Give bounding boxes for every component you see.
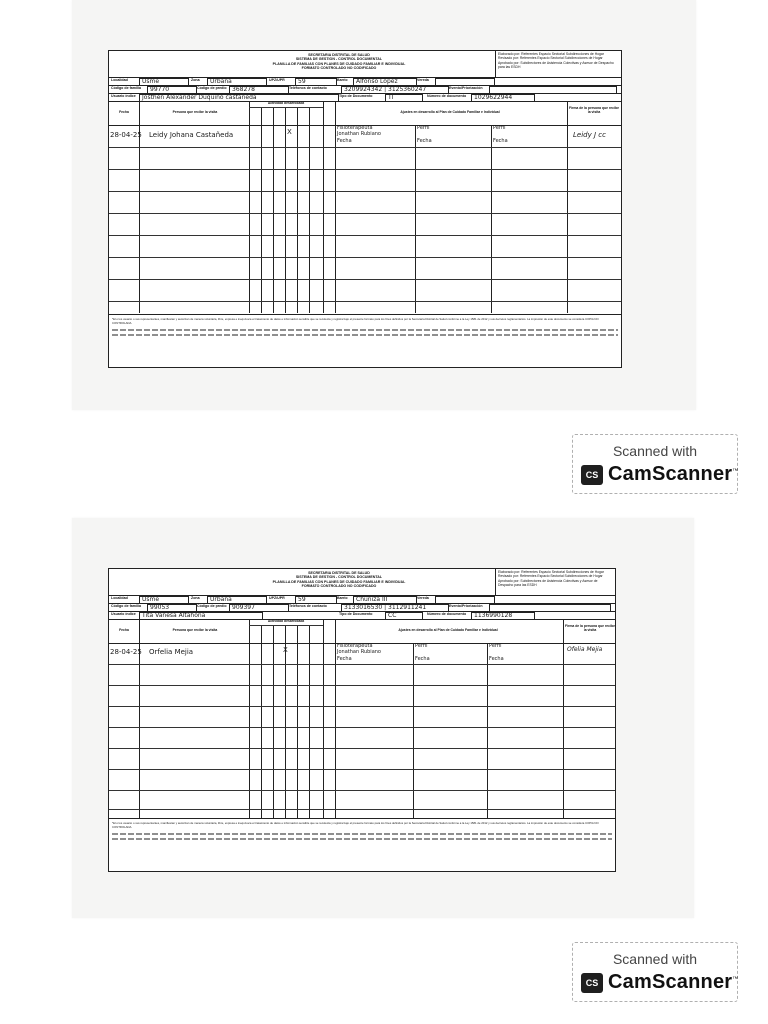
num-doc-field: 1136990128 [471,612,535,620]
usuario-field: Tita Vanesa Altahona [139,612,263,620]
upz-field: 59 [295,596,337,604]
visit-date: 28-04-25 [110,648,142,656]
barrio-field: Chuniza III [353,596,417,604]
signature: Leidy J cc [573,131,606,139]
row-user: Usuario índice Josthen Alexander Duquino castañeda Tipo de Documento TI Número de documento 1029622944 [109,93,621,102]
form-title: SECRETARIA DISTRITAL DE SALUD SISTEMA DE GESTION - CONTROL DOCUMENTAL PLANILLA DE FAMILIAS CON PLANES DE CUIDADO FAMILIAR E INDIVIDUAL FORMATO CONTROLADO NO CODIFICADO [272,53,406,71]
camscanner-watermark: Scanned with CS CamScanner™ [572,434,738,494]
row-location: Localidad Usme Zona Urbana UPZ/UPR 59 Barrio Chuniza III Vereda [109,595,615,604]
form-title: SECRETARIA DISTRITAL DE SALUD SISTEMA DE GESTION - CONTROL DOCUMENTAL PLANILLA DE FAMILIAS CON PLANES DE CUIDADO FAMILIAR E INDIVIDUAL FORMATO CONTROLADO NO CODIFICADO [272,571,406,589]
codigo-predio-field: 368278 [229,86,289,94]
camscanner-watermark: Scanned with CS CamScanner™ [572,942,738,1002]
camscanner-logo-icon: CS [581,465,603,485]
adjustment-professional: Jonathan Rubiano [337,131,381,137]
legal-footer: *El o los usuario o sus representantes, manifiestan y autorizan de manera voluntaria, libre, expresa e inequívoca el tratamiento de datos e información sensible que se recolecta y registra bajo el presente formato para los fines definidos por la Secretaría Distrital de Salud conforme a la Ley 1581 de 2012 y sus decretos reglamentarios. La impresión de este documento se considera COPIA NO CONTROLADA. [109,314,621,367]
visit-person: Orfelia Mejia [149,648,194,656]
tipo-doc-field: CC [385,612,423,620]
num-doc-field: 1029622944 [471,94,535,102]
visits-grid: Fecha Persona que recibe la visita Actividad desarrollada Ajustes en desarrollo al Plan de Cuidado Familiar e Individual Firma de la persona que recibe la visita 28-04-25 Leidy Johana Castañeda X Fisioterapeuta Jonathan Rubiano Fecha Perfil Fecha Perfil Fecha Leidy J cc [109,101,621,313]
activity-mark: X [287,128,292,136]
grid-header: Fecha Persona que recibe la visita Actividad desarrollada Ajustes en desarrollo al Plan de Cuidado Familiar e Individual Firma de la persona que recibe la visita [109,101,621,126]
approval-block: Elaborado por: Referentes Espacio Sectorial Subdirecciones de Hogar Revisado por: Referentes Espacio Sectorial Subdirecciones de Hogar Aprobado por: Subdirectores de Asistencia Colectivas y Asesor de Despacho para las ESDH [495,569,615,595]
codigo-familia-field: 99053 [147,604,197,612]
codigo-predio-field: 909397 [229,604,289,612]
form-sheet [108,50,622,368]
adjustment-profile: Fisioterapeuta [337,125,373,131]
camscanner-logo-icon: CS [581,973,603,993]
visit-date: 28-04-25 [110,131,142,139]
barrio-field: Alfonso Lopez [353,78,417,86]
legal-footer: *El o los usuario o sus representantes, manifiestan y autorizan de manera voluntaria, libre, expresa e inequívoca el tratamiento de datos e información sensible que se recolecta y registra bajo el presente formato para los fines definidos por la Secretaría Distrital de Salud conforme a la Ley 1581 de 2012 y sus decretos reglamentarios. La impresión de este documento se considera COPIA NO CONTROLADA. [109,818,615,871]
row-user: Usuario índice Tita Vanesa Altahona Tipo de Documento CC Número de documento 1136990128 [109,611,615,620]
row-codes: Código de familia 99053 Código de predio 909397 Teléfonos de contacto 3133016530 | 3112911241 Evento/Priorización [109,603,615,612]
scanned-page-2 [72,518,694,918]
tipo-doc-field: TI [385,94,423,102]
codigo-familia-field: 99770 [147,86,197,94]
upz-field: 59 [295,78,337,86]
form-header [109,569,615,596]
form-header [109,51,621,78]
telefono-field: 3209924342 | 3125360247 [341,86,449,94]
row-location: Localidad Usme Zona Urbana UPZ/UPR 59 Barrio Alfonso Lopez Vereda [109,77,621,86]
visits-grid: Fecha Persona que recibe la visita Actividad desarrollada Ajustes en desarrollo al Plan de Cuidado Familiar e Individual Firma de la persona que recibe la visita 28-04-25 Orfelia Mejia X Fisioterapeuta Jonathan Rubiano Fecha Perfil Fecha Perfil Fecha Ofelia Mejia [109,619,615,819]
form-sheet [108,568,616,872]
usuario-field: Josthen Alexander Duquino castañeda [139,94,339,102]
telefono-field: 3133016530 | 3112911241 [341,604,449,612]
scanned-page-1 [72,0,696,410]
zona-field: Urbana [207,78,267,86]
signature: Ofelia Mejia [567,646,603,653]
localidad-field: Usme [139,596,189,604]
zona-field: Urbana [207,596,267,604]
adjustment-profile: Fisioterapeuta [337,643,373,649]
activity-mark: X [283,646,288,654]
approval-block: Elaborado por: Referentes Espacio Sectorial Subdirecciones de Hogar Revisado por: Referentes Espacio Sectorial Subdirecciones de Hogar Aprobado por: Subdirectores de Asistencia Colectivas y Asesor de Despacho para las ESDH [495,51,621,77]
grid-header: Fecha Persona que recibe la visita Actividad desarrollada Ajustes en desarrollo al Plan de Cuidado Familiar e Individual Firma de la persona que recibe la visita [109,619,615,644]
localidad-field: Usme [139,78,189,86]
visit-person: Leidy Johana Castañeda [149,131,234,139]
adjustment-professional: Jonathan Rubiano [337,649,381,655]
row-codes: Código de familia 99770 Código de predio 368278 Teléfonos de contacto 3209924342 | 3125360247 Evento/Priorización [109,85,621,94]
